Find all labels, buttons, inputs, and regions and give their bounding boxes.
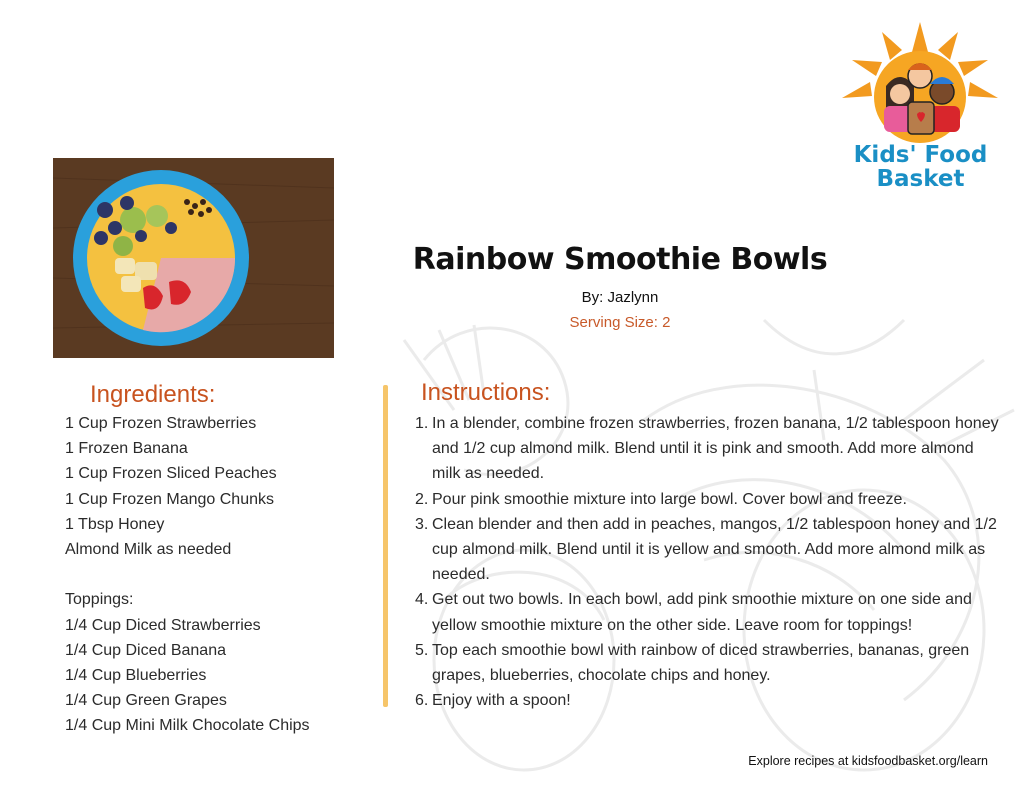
smoothie-bowl-photo [53, 158, 334, 358]
author-byline: By: Jazlynn [581, 289, 659, 306]
toppings-label: Toppings: [65, 591, 134, 609]
ingredient-item: 1 Cup Frozen Mango Chunks [65, 490, 274, 508]
list-spacer [65, 562, 310, 587]
instruction-step [415, 512, 1000, 588]
footer-link-text: Explore recipes at kidsfoodbasket.org/learn [748, 754, 988, 768]
logo-wordmark: Kids' Food Basket [853, 142, 988, 192]
column-divider [383, 385, 388, 707]
recipe-title: Rainbow Smoothie Bowls [412, 242, 828, 277]
instruction-step [415, 411, 1000, 487]
topping-item: 1/4 Cup Green Grapes [65, 692, 227, 710]
topping-item: 1/4 Cup Diced Strawberries [65, 616, 261, 634]
step-text: Top each smoothie bowl with rainbow of diced strawberries, bananas, green grapes, blueberries, chocolate chips and honey. [432, 641, 970, 685]
ingredient-item: 1 Tbsp Honey [65, 515, 165, 533]
step-number: 3. [415, 515, 429, 533]
instructions-heading: Instructions: [421, 379, 551, 406]
serving-size: Serving Size: 2 [569, 314, 671, 331]
ingredient-item: Almond Milk as needed [65, 541, 232, 559]
step-text: Enjoy with a spoon! [432, 692, 571, 710]
ingredients-list [65, 411, 310, 739]
step-text: Pour pink smoothie mixture into large bowl. Cover bowl and freeze. [432, 490, 907, 508]
step-text: In a blender, combine frozen strawberries, frozen banana, 1/2 tablespoon honey and 1/2 cup almond milk. Blend until it is pink and smooth. Add more almond milk as needed. [432, 415, 999, 483]
instruction-step [415, 487, 1000, 512]
topping-item: 1/4 Cup Mini Milk Chocolate Chips [65, 717, 310, 735]
instructions-list [415, 411, 1000, 713]
instruction-step [415, 638, 1000, 688]
instruction-step [415, 688, 1000, 713]
ingredients-heading: Ingredients: [90, 381, 216, 408]
ingredient-item: 1 Cup Frozen Strawberries [65, 415, 257, 432]
step-number: 5. [415, 641, 429, 659]
step-text: Get out two bowls. In each bowl, add pink smoothie mixture on one side and yellow smoothie mixture on the other side. Leave room for toppings! [432, 591, 972, 634]
step-number: 4. [415, 591, 429, 609]
step-number: 6. [415, 692, 429, 710]
ingredient-item: 1 Cup Frozen Sliced Peaches [65, 465, 277, 483]
step-number: 1. [415, 415, 429, 432]
topping-item: 1/4 Cup Blueberries [65, 667, 207, 685]
step-text: Clean blender and then add in peaches, mangos, 1/2 tablespoon honey and 1/2 cup almond milk. Blend until it is yellow and smooth. Add more almond milk as needed. [432, 515, 997, 584]
step-number: 2. [415, 490, 429, 508]
topping-item: 1/4 Cup Diced Banana [65, 641, 226, 659]
ingredient-item: 1 Frozen Banana [65, 440, 188, 458]
instruction-step [415, 587, 1000, 637]
